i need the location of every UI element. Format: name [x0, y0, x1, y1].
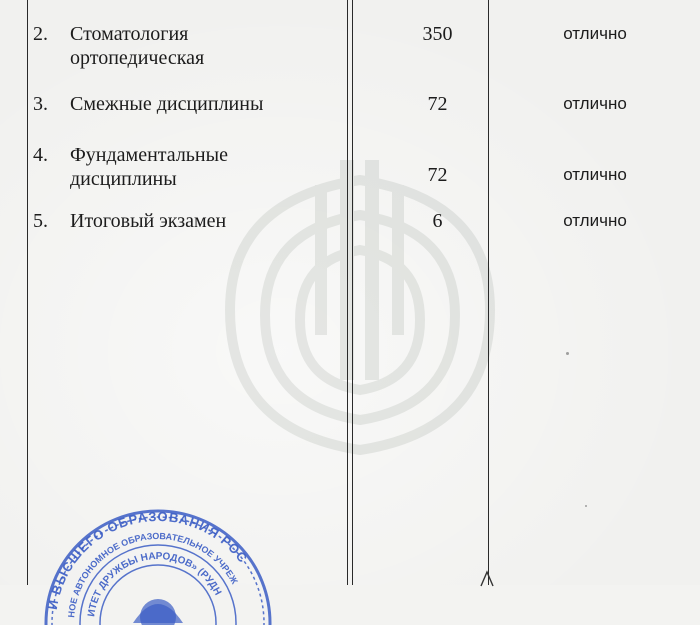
hours-value: 6	[432, 210, 443, 232]
row-number: 3.	[33, 93, 48, 115]
grade-value: отлично	[563, 211, 627, 230]
grade-value: отлично	[563, 24, 627, 43]
paper-speck	[566, 352, 569, 355]
row-number: 4.	[33, 144, 48, 166]
stamp-outer-text: И ВЫСШЕГО ОБРАЗОВАНИЯ РОС	[44, 508, 251, 611]
table-border-left	[27, 0, 28, 585]
discipline-name: Смежные дисциплины	[70, 93, 264, 115]
grade-value: отлично	[563, 94, 627, 113]
row-number: 5.	[33, 210, 48, 232]
stamp-middle-text: НОЕ АВТОНОМНОЕ ОБРАЗОВАТЕЛЬНОЕ УЧРЕЖ	[66, 530, 240, 619]
paper-speck	[585, 505, 587, 507]
discipline-name: Стоматология ортопедическая	[70, 23, 205, 69]
discipline-name: Фундаментальные дисциплины	[70, 144, 228, 190]
hours-value: 350	[422, 23, 453, 45]
grade-value: отлично	[563, 165, 627, 184]
discipline-name: Итоговый экзамен	[70, 210, 227, 232]
official-seal-stamp	[38, 505, 278, 625]
pen-mark	[478, 568, 496, 588]
table-border-hours-grade	[488, 0, 489, 585]
row-number: 2.	[33, 23, 48, 45]
hours-value: 72	[427, 93, 448, 115]
stamp-inner-text: ИТЕТ ДРУЖБЫ НАРОДОВ» (РУДН	[86, 550, 224, 618]
table-border-name-hours	[347, 0, 348, 585]
table-border-name-hours-double	[352, 0, 353, 585]
hours-value: 72	[427, 164, 448, 186]
